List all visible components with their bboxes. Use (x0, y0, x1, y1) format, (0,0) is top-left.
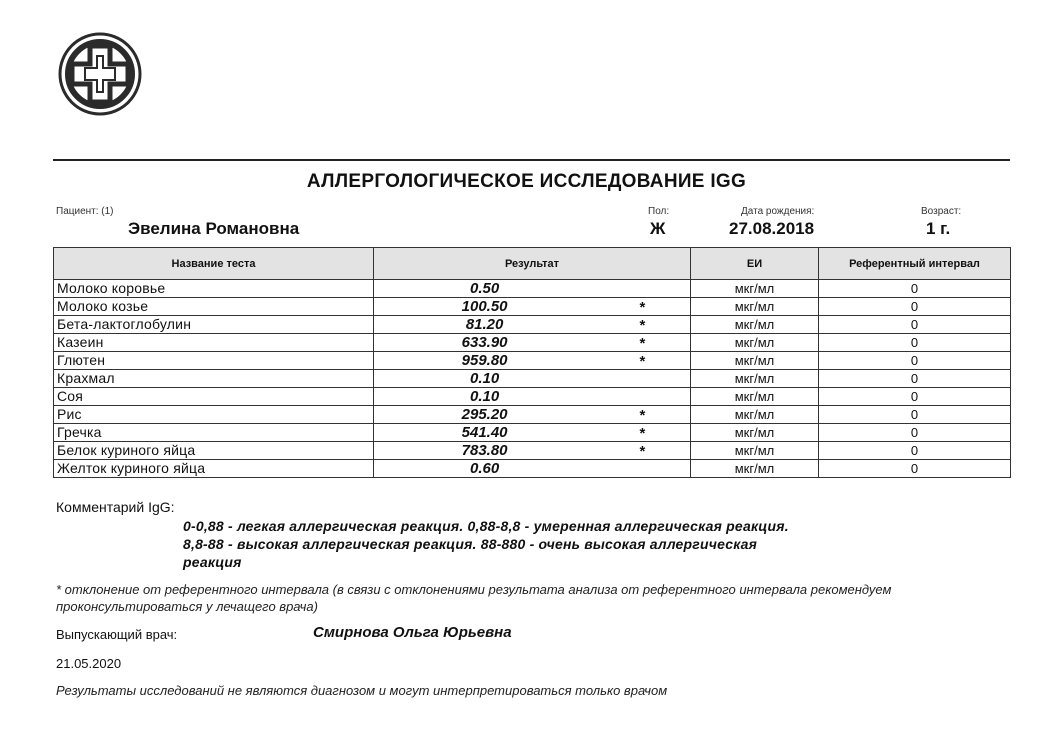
table-row (54, 316, 1011, 334)
result-cell (374, 316, 691, 334)
table-row (54, 406, 1011, 424)
test-name-cell: Рис (54, 406, 374, 424)
test-name-cell: Крахмал (54, 370, 374, 388)
medical-cross-logo-icon (57, 32, 143, 116)
deviation-flag: * (639, 407, 646, 424)
unit-cell: мкг/мл (691, 388, 819, 406)
doctor-label: Выпускающий врач: (56, 627, 178, 642)
doctor-name: Смирнова Ольга Юрьевна (313, 624, 512, 641)
unit-cell: мкг/мл (691, 334, 819, 352)
unit-cell: мкг/мл (691, 352, 819, 370)
footnote-line: * отклонение от референтного интервала (в связи с отклонениями результата анализа от референтного интервала рекомендуем (56, 582, 892, 597)
unit-cell: мкг/мл (691, 280, 819, 298)
issue-date: 21.05.2020 (56, 656, 122, 671)
result-cell (374, 298, 691, 316)
reference-cell: 0 (819, 460, 1011, 478)
comment-line: реакция (183, 554, 242, 570)
unit-cell: мкг/мл (691, 442, 819, 460)
footnote-line: проконсультироваться у лечащего врача) (56, 599, 318, 614)
result-cell (374, 442, 691, 460)
comment-text (183, 517, 1013, 571)
test-name-cell: Молоко козье (54, 298, 374, 316)
table-row (54, 460, 1011, 478)
test-name-cell: Белок куриного яйца (54, 442, 374, 460)
table-header-row (54, 248, 1011, 280)
unit-cell: мкг/мл (691, 316, 819, 334)
result-value: 295.20 (461, 406, 508, 423)
result-cell (374, 370, 691, 388)
sex-label: Пол: (648, 206, 670, 217)
unit-cell: мкг/мл (691, 406, 819, 424)
test-name-cell: Желток куриного яйца (54, 460, 374, 478)
unit-cell: мкг/мл (691, 460, 819, 478)
result-value: 783.80 (461, 442, 508, 459)
dob-value: 27.08.2018 (729, 219, 815, 238)
reference-cell: 0 (819, 406, 1011, 424)
table-row (54, 334, 1011, 352)
patient-label: Пациент: (1) (56, 206, 114, 217)
header-test-name: Название теста (54, 248, 374, 280)
reference-cell: 0 (819, 424, 1011, 442)
result-cell (374, 280, 691, 298)
test-name-cell: Бета-лактоглобулин (54, 316, 374, 334)
reference-cell: 0 (819, 316, 1011, 334)
result-value: 0.10 (469, 370, 500, 387)
disclaimer: Результаты исследований не являются диагнозом и могут интерпретироваться только врачом (56, 683, 668, 698)
result-value: 0.10 (469, 388, 500, 405)
age-value: 1 г. (926, 219, 951, 238)
unit-cell: мкг/мл (691, 424, 819, 442)
dob-label: Дата рождения: (741, 206, 815, 217)
result-cell (374, 388, 691, 406)
unit-cell: мкг/мл (691, 298, 819, 316)
test-name-cell: Соя (54, 388, 374, 406)
reference-cell: 0 (819, 298, 1011, 316)
table-row (54, 442, 1011, 460)
table-row (54, 388, 1011, 406)
test-name-cell: Глютен (54, 352, 374, 370)
table-row (54, 370, 1011, 388)
result-value: 81.20 (465, 316, 504, 333)
result-cell (374, 460, 691, 478)
result-value: 959.80 (461, 352, 508, 369)
reference-cell: 0 (819, 388, 1011, 406)
result-cell (374, 334, 691, 352)
unit-cell: мкг/мл (691, 370, 819, 388)
deviation-flag: * (639, 317, 646, 334)
header-reference: Референтный интервал (819, 248, 1011, 280)
reference-cell: 0 (819, 334, 1011, 352)
result-cell (374, 352, 691, 370)
results-table (53, 247, 1011, 478)
result-cell (374, 406, 691, 424)
header-result: Результат (374, 248, 691, 280)
result-value: 0.60 (469, 460, 500, 477)
reference-cell: 0 (819, 352, 1011, 370)
deviation-flag: * (639, 353, 646, 370)
comment-line: 0-0,88 - легкая аллергическая реакция. 0,88-8,8 - умеренная аллергическая реакция. (183, 518, 789, 534)
result-value: 633.90 (461, 334, 508, 351)
comment-label: Комментарий IgG: (56, 499, 175, 515)
deviation-flag: * (639, 335, 646, 352)
table-row (54, 352, 1011, 370)
test-name-cell: Молоко коровье (54, 280, 374, 298)
result-value: 100.50 (461, 298, 508, 315)
header-divider (53, 159, 1010, 161)
patient-name: Эвелина Романовна (128, 219, 300, 238)
test-name-cell: Казеин (54, 334, 374, 352)
age-label: Возраст: (921, 206, 962, 217)
comment-line: 8,8-88 - высокая аллергическая реакция. 88-880 - очень высокая аллергическая (183, 536, 758, 552)
table-row (54, 280, 1011, 298)
header-unit: ЕИ (691, 248, 819, 280)
sex-value: Ж (650, 219, 666, 238)
reference-cell: 0 (819, 370, 1011, 388)
deviation-flag: * (639, 425, 646, 442)
reference-cell: 0 (819, 442, 1011, 460)
result-value: 541.40 (461, 424, 508, 441)
table-row (54, 298, 1011, 316)
footnote (56, 581, 1016, 615)
deviation-flag: * (639, 299, 646, 316)
document-title: АЛЛЕРГОЛОГИЧЕСКОЕ ИССЛЕДОВАНИЕ IGG (306, 171, 747, 192)
table-row (54, 424, 1011, 442)
reference-cell: 0 (819, 280, 1011, 298)
test-name-cell: Гречка (54, 424, 374, 442)
deviation-flag: * (639, 443, 646, 460)
result-cell (374, 424, 691, 442)
result-value: 0.50 (469, 280, 500, 297)
